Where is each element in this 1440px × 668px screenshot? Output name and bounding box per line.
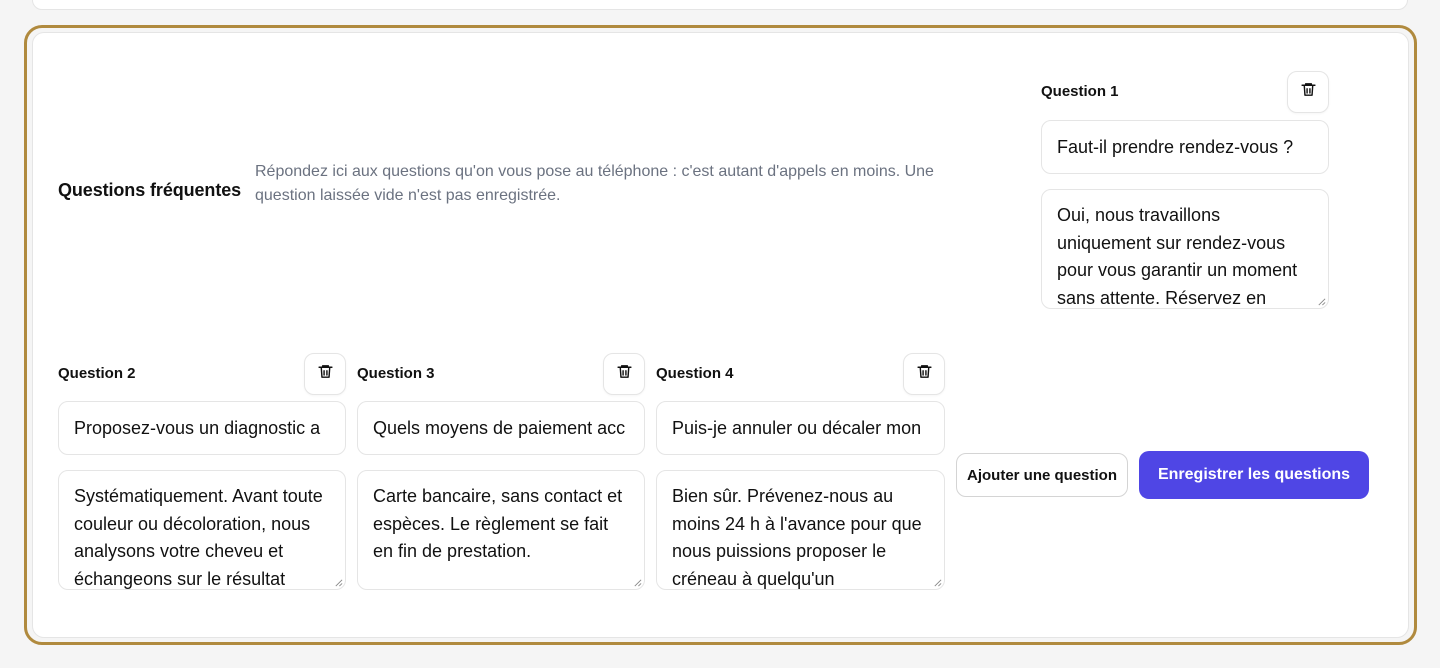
trash-icon <box>616 363 633 385</box>
answer-3-textarea[interactable] <box>357 470 645 590</box>
answer-2-text: Systématiquement. Avant toute couleur ou décoloration, nous analysons votre cheveu et échangeons sur le résultat <box>74 486 323 589</box>
resize-handle-icon[interactable] <box>1317 297 1326 306</box>
delete-question-1-button[interactable] <box>1287 71 1329 113</box>
trash-icon <box>916 363 933 385</box>
answer-4-textarea[interactable] <box>656 470 945 590</box>
trash-icon <box>317 363 334 385</box>
question-4-input[interactable]: Puis-je annuler ou décaler mon <box>656 401 945 455</box>
trash-icon <box>1300 81 1317 103</box>
add-question-button[interactable]: Ajouter une question <box>956 453 1128 497</box>
answer-1-text: Oui, nous travaillons uniquement sur rendez-vous pour vous garantir un moment sans attente. Réservez en <box>1057 205 1298 308</box>
answer-3-text: Carte bancaire, sans contact et espèces. Le règlement se fait en fin de prestation. <box>373 486 623 561</box>
section-description: Répondez ici aux questions qu'on vous pose au téléphone : c'est autant d'appels en moins. Une question laissée vide n'est pas enregistrée. <box>255 163 934 204</box>
question-2-input[interactable]: Proposez-vous un diagnostic a <box>58 401 346 455</box>
section-title: Questions fréquentes <box>58 180 242 200</box>
question-1-input[interactable]: Faut-il prendre rendez-vous ? <box>1041 120 1329 174</box>
answer-2-textarea[interactable] <box>58 470 346 590</box>
question-3-label: Question 3 <box>357 365 435 382</box>
delete-question-2-button[interactable] <box>304 353 346 395</box>
question-1-label: Question 1 <box>1041 83 1119 100</box>
delete-question-4-button[interactable] <box>903 353 945 395</box>
answer-1-textarea[interactable] <box>1041 189 1329 309</box>
answer-4-text: Bien sûr. Prévenez-nous au moins 24 h à l'avance pour que nous puissions proposer le créneau à quelqu'un <box>672 486 922 589</box>
question-4-label: Question 4 <box>656 365 734 382</box>
save-questions-button[interactable]: Enregistrer les questions <box>1139 451 1369 499</box>
resize-handle-icon[interactable] <box>334 578 343 587</box>
question-3-input[interactable]: Quels moyens de paiement acc <box>357 401 645 455</box>
resize-handle-icon[interactable] <box>633 578 642 587</box>
delete-question-3-button[interactable] <box>603 353 645 395</box>
resize-handle-icon[interactable] <box>933 578 942 587</box>
question-2-label: Question 2 <box>58 365 136 382</box>
previous-card <box>32 0 1408 10</box>
